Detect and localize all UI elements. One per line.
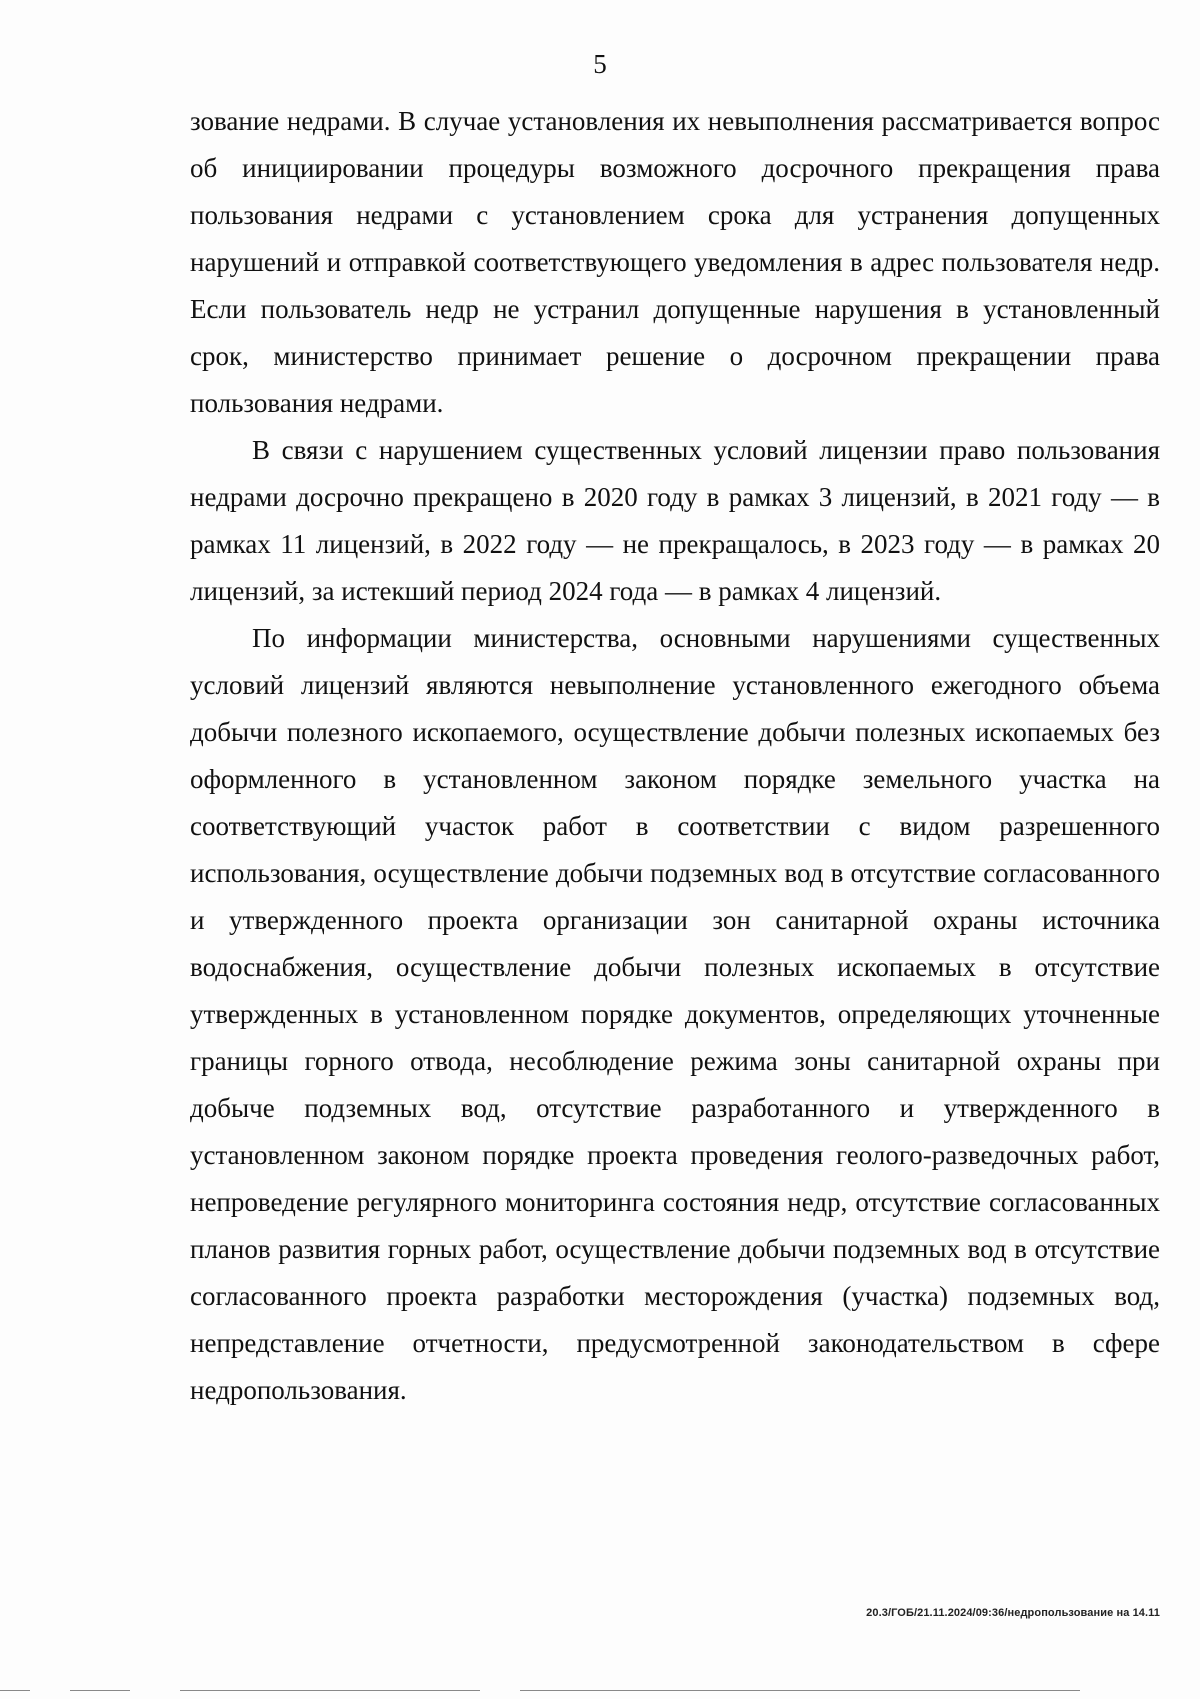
- paragraph-main-violations: По информации министерства, основными нарушениями существенных условий лицензий являются невыполнение установленного ежегодного объема добычи полезного ископаемого, осуществление добычи полезных ископаемых без оформленного в установленном законом порядке земельного участка на соответствующий участок работ в соответствии с видом разрешенного использования, осуществление добычи подземных вод в отсутствие согласованного и утвержденного проекта организации зон санитарной охраны источника водоснабжения, осуществление добычи полезных ископаемых в отсутствие утвержденных в установленном порядке документов, определяющих уточненные границы горного отвода, несоблюдение режима зоны санитарной охраны при добыче подземных вод, отсутствие разработанного и утвержденного в установленном законом порядке проекта проведения геолого-разведочных работ, непроведение регулярного мониторинга состояния недр, отсутствие согласованных планов развития горных работ, осуществление добычи подземных вод в отсутствие согласованного проекта разработки месторождения (участка) подземных вод, непредставление отчетности, предусмотренной законодательством в сфере недропользования.: [190, 623, 1160, 1405]
- scan-edge-line: [70, 1690, 130, 1691]
- scan-edge-line: [180, 1690, 480, 1691]
- page-number: 5: [593, 49, 607, 79]
- scan-edge-line: [0, 1690, 30, 1691]
- scan-edge-line: [520, 1690, 1080, 1691]
- paragraph-continuation: зование недрами. В случае установления их невыполнения рассматривается вопрос об инициировании процедуры возможного досрочного прекращения права пользования недрами с установлением срока для устранения допущенных нарушений и отправкой соответствующего уведомления в адрес пользователя недр. Если пользователь недр не устранил допущенные нарушения в установленный срок, министерство принимает решение о досрочном прекращении права пользования недрами.: [190, 106, 1160, 418]
- footer-document-code: 20.3/ГОБ/21.11.2024/09:36/недропользование на 14.11: [866, 1607, 1160, 1619]
- paragraph-license-terminations: В связи с нарушением существенных условий лицензии право пользования недрами досрочно прекращено в 2020 году в рамках 3 лицензий, в 2021 году — в рамках 11 лицензий, в 2022 году — не прекращалось, в 2023 году — в рамках 20 лицензий, за истекший период 2024 года — в рамках 4 лицензий.: [190, 435, 1160, 606]
- document-body: [190, 98, 1160, 1414]
